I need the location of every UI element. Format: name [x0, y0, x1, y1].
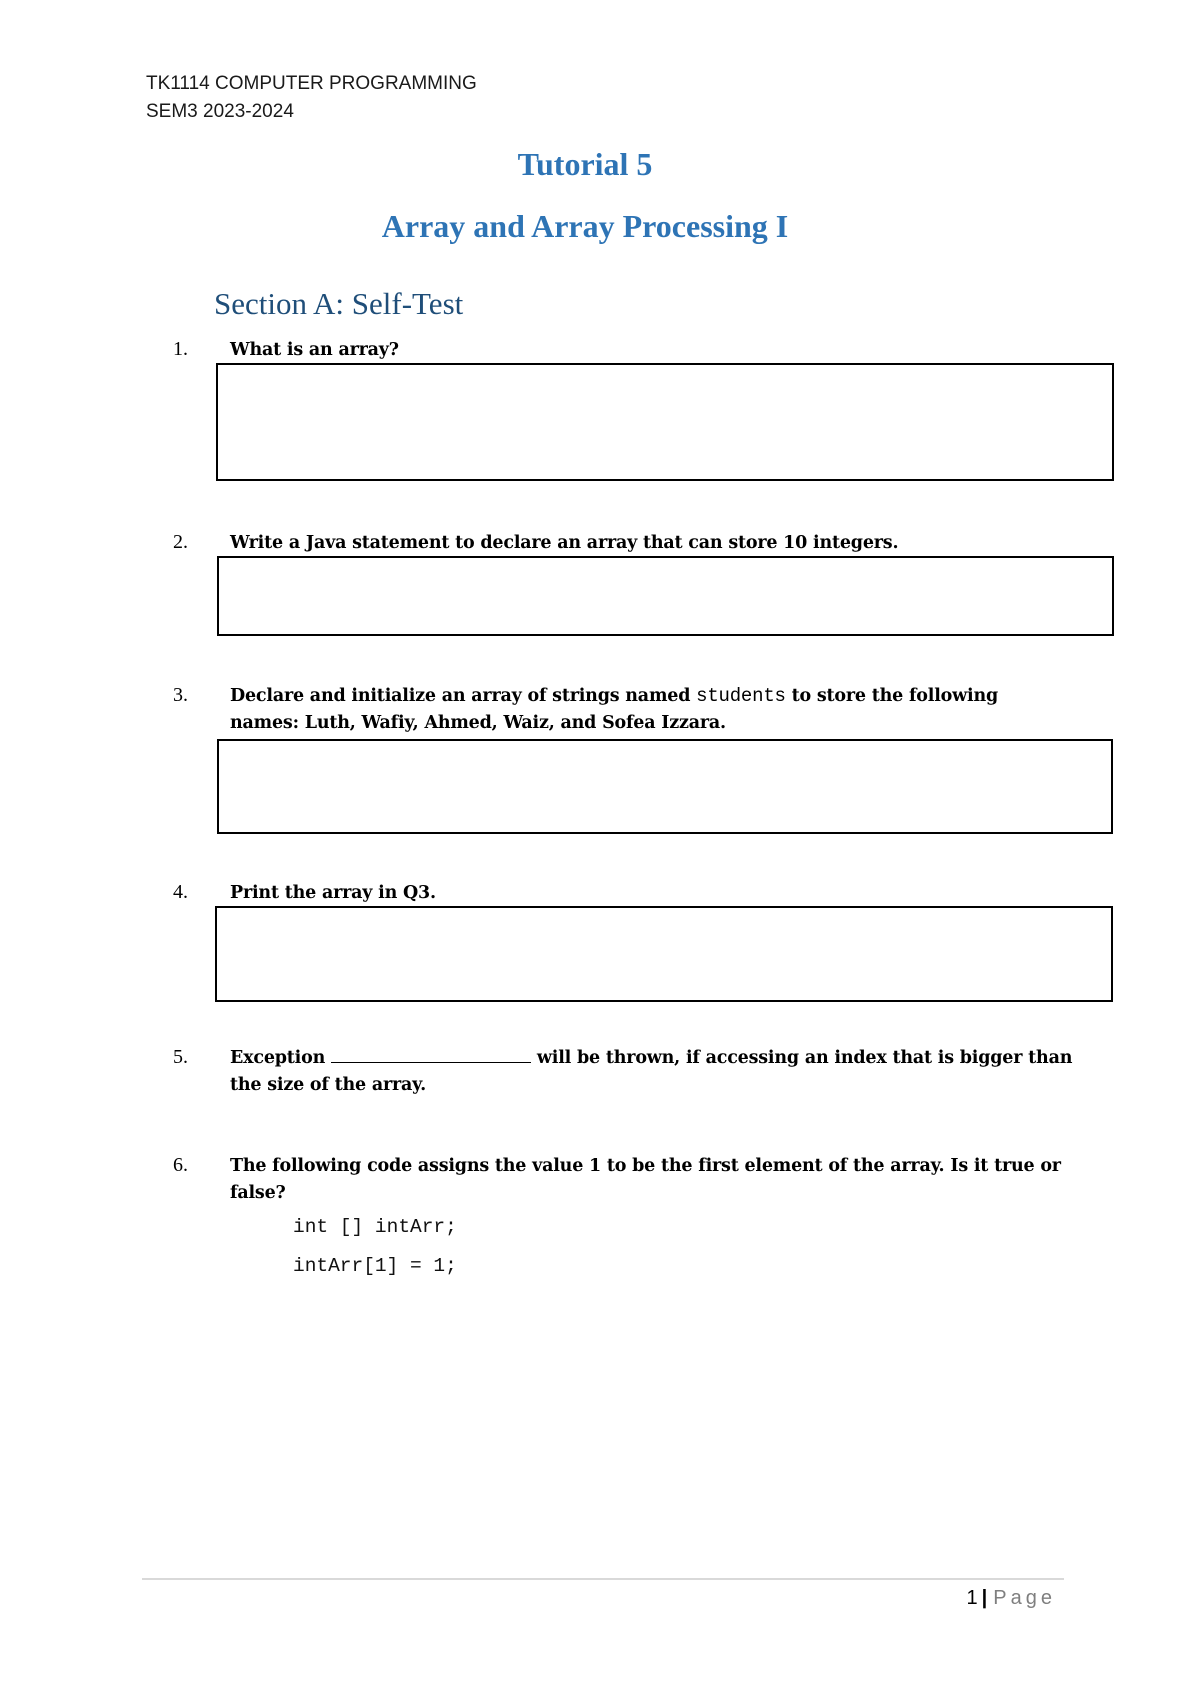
- page-footer: [967, 1587, 1056, 1610]
- answer-box[interactable]: [217, 739, 1113, 834]
- answer-box[interactable]: [216, 363, 1114, 481]
- answer-box[interactable]: [217, 556, 1114, 636]
- question-number: 5.: [173, 1046, 188, 1068]
- code-line: int [] intArr;: [293, 1216, 457, 1238]
- section-heading: Section A: Self-Test: [214, 286, 464, 321]
- question-text: Write a Java statement to declare an array that can store 10 integers.: [230, 533, 899, 553]
- question-number: 1.: [173, 338, 188, 360]
- question-number: 2.: [173, 531, 188, 553]
- code-line: intArr[1] = 1;: [293, 1255, 457, 1277]
- question-text-part: Declare and initialize an array of strings named: [230, 686, 697, 706]
- tutorial-title: Tutorial 5: [517, 146, 653, 182]
- page-number: 1: [966, 1587, 978, 1609]
- course-header: TK1114 COMPUTER PROGRAMMING: [146, 73, 477, 94]
- question-text: [230, 1045, 1090, 1099]
- footer-divider: [142, 1578, 1064, 1580]
- question-number: 4.: [173, 881, 188, 903]
- semester-header: SEM3 2023-2024: [146, 101, 294, 122]
- question-text: [230, 683, 1030, 737]
- question-number: 6.: [173, 1154, 188, 1176]
- question-text: The following code assigns the value 1 to be the first element of the array. Is it true or false?: [230, 1156, 1061, 1203]
- footer-separator: |: [981, 1587, 988, 1609]
- topic-title: Array and Array Processing I: [381, 208, 789, 244]
- question-text-part: will be thrown, if accessing an index that is bigger than the size of the array.: [230, 1048, 1073, 1095]
- answer-box[interactable]: [215, 906, 1113, 1002]
- question-text-part: to store the following names: Luth, Wafiy, Ahmed, Waiz, and Sofea Izzara.: [230, 686, 999, 733]
- question-text: Print the array in Q3.: [230, 883, 436, 903]
- page-label: Page: [993, 1587, 1056, 1609]
- fill-in-blank[interactable]: [331, 1046, 531, 1063]
- question-text-part: Exception: [230, 1048, 332, 1068]
- question-number: 3.: [173, 684, 188, 706]
- code-identifier: students: [696, 685, 786, 707]
- question-text: What is an array?: [230, 340, 399, 360]
